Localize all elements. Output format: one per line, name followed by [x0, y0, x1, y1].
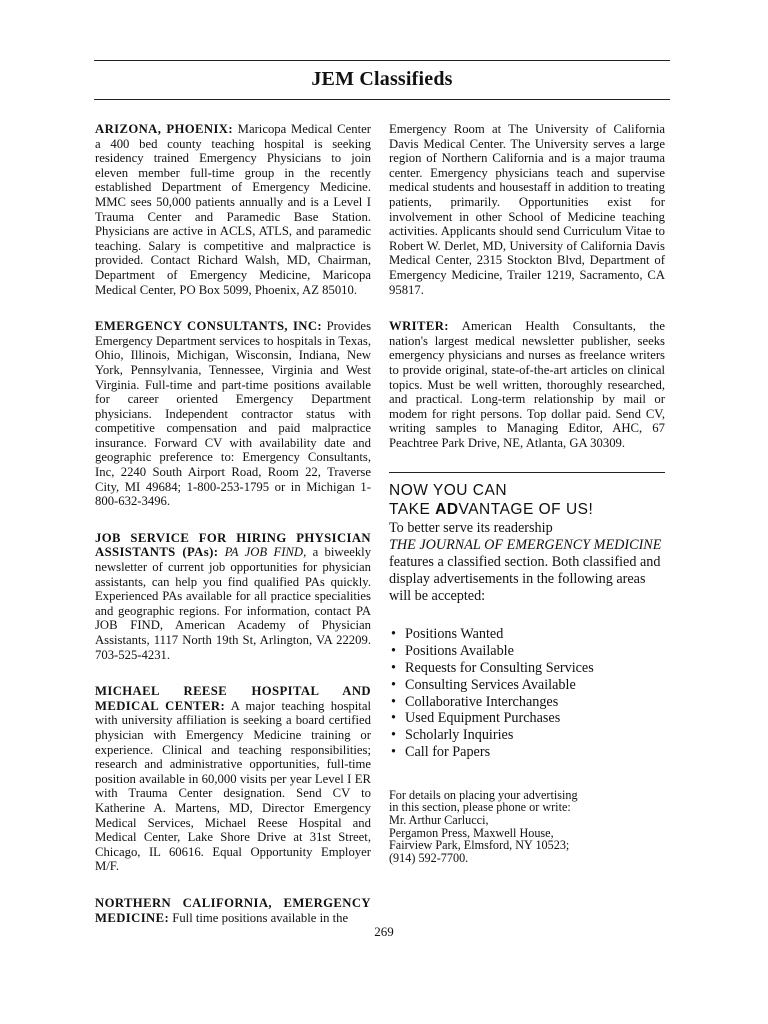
- entry-heading: ARIZONA, PHOENIX:: [95, 122, 233, 136]
- classified-entry-arizona: [95, 122, 371, 297]
- top-rule: [94, 60, 670, 61]
- ad-subheadline: TAKE ADVANTAGE OF US!: [389, 501, 594, 519]
- entry-body: A major teaching hospital with university affiliation is seeking a board certified physician with Emergency Medicine training or experience. Clinical and teaching responsibilities; research and administrative opportunities, full-time position available in 60,000 visits per year Level I ER with Trauma Center designation. Send CV to Katherine A. Martens, MD, Director Emergency Medical Services, Michael Reese Hospital and Medical Center, Lake Shore Drive at 31st Street, Chicago, IL 60616. Equal Opportunity Employer M/F.: [95, 698, 371, 874]
- list-item: • Requests for Consulting Services: [389, 660, 665, 677]
- entry-heading: WRITER:: [389, 319, 449, 334]
- ad-headline: NOW YOU CAN: [389, 482, 508, 500]
- entry-body: Maricopa Medical Center a 400 bed county teaching hospital is seeking residency trained Emergency Physicians to join eleven member full-time group in the recently established Department of Emergency Medicine. MMC sees 50,000 patients annually and is a Level I Trauma Center and Paramedic Base Station. Physicians are active in ACLS, ATLS, and paramedic teaching. Salary is competitive and malpractice is provided. Contact Richard Walsh, MD, Chairman, Department of Emergency Medicine, Maricopa Medical Center, PO Box 5099, Phoenix, AZ 85010.: [95, 122, 372, 297]
- list-item: • Positions Wanted: [389, 626, 665, 643]
- list-item: • Collaborative Interchanges: [389, 694, 665, 711]
- ad-category-list: [389, 626, 665, 760]
- classified-entry-writer: [389, 319, 665, 450]
- entry-italic: PA JOB FIND,: [224, 545, 307, 560]
- list-item: • Positions Available: [389, 643, 665, 660]
- entry-heading: MICHAEL REESE HOSPITAL AND MEDICAL CENTER:: [95, 684, 371, 713]
- list-item: • Consulting Services Available: [389, 677, 665, 694]
- page-title: JEM Classifieds: [311, 68, 453, 90]
- left-column: [95, 122, 371, 947]
- classified-entry-continuation: [389, 122, 665, 297]
- entry-body: a biweekly newsletter of current job opportunities for physician assistants, can help you find qualified PAs quickly. Experienced PAs available for all practice specialities and geographic regions. For information, contact PA JOB FIND, American Academy of Physician Assistants, 1117 North 19th St, Arlington, VA 22209. 703-525-4231.: [95, 545, 372, 662]
- entry-body: American Health Consultants, the nation's largest medical newsletter publisher, seeks emergency physicians and nurses as freelance writers to provide original, state-of-the-art articles on clinical topics. Must be well written, thoroughly researched, and practical. Long-term relationship by mail or modem for right persons. Top dollar paid. Send CV, writing samples to Managing Editor, AHC, 67 Peachtree Park Drive, NE, Atlanta, GA 30309.: [389, 319, 665, 450]
- classified-entry-emergency-consultants: [95, 319, 371, 509]
- journal-name: THE JOURNAL OF EMERGENCY MEDICINE: [389, 537, 662, 554]
- title-rule: [94, 99, 670, 100]
- list-item: • Used Equipment Purchases: [389, 710, 665, 727]
- classified-entry-northern-california: [95, 896, 371, 925]
- entry-body: Full time positions available in the: [172, 910, 349, 925]
- entry-heading: JOB SERVICE FOR HIRING PHYSICIAN ASSISTANTS (PAs):: [95, 530, 371, 560]
- entry-body: Emergency Room at The University of California Davis Medical Center. The University serves a large region of Northern California and is a major trauma center. Emergency physicians teach and supervise medical students and housestaff in addition to treating patients, primarily. Opportunities exist for involvement in other School of Medicine teaching activities. Applicants should send Curriculum Vitae to Robert W. Derlet, MD, University of California Davis Medical Center, 2315 Stockton Blvd, Department of Emergency Medicine, Trailer 1219, Sacramento, CA 95817.: [389, 122, 665, 297]
- advertisement-box: [389, 481, 665, 864]
- entry-body: Provides Emergency Department services to hospitals in Texas, Ohio, Illinois, Michigan, Wisconsin, Indiana, New York, Pennsylvania, Tennessee, Virginia and West Virginia. Full-time and part-time positions available for career oriented Emergency Department physicians. Independent contractor status with competitive compensation and paid malpractice insurance. Forward CV with availability date and geographic preference to: Emergency Consultants, Inc, 2240 South Airport Road, Room 22, Traverse City, MI 49684; 1-800-253-1795 or in Michigan 1-800-632-3496.: [95, 319, 371, 509]
- ad-contact-info: For details on placing your advertising in this section, please phone or write: Mr. Arthur Carlucci, Pergamon Press, Maxwell House, Fairview Park, Elmsford, NY 10523; (914) 592-7700.: [389, 787, 578, 865]
- entry-heading: NORTHERN CALIFORNIA, EMERGENCY MEDICINE:: [95, 895, 371, 925]
- right-column: [389, 122, 665, 864]
- classified-entry-pa-job-find: [95, 531, 371, 662]
- ad-rule: [389, 472, 665, 473]
- page-number: 269: [374, 924, 394, 939]
- entry-heading: EMERGENCY CONSULTANTS, INC:: [95, 319, 323, 334]
- list-item: • Scholarly Inquiries: [389, 727, 665, 744]
- ad-description: To better serve its readership THE JOURNAL OF EMERGENCY MEDICINE features a classified section. Both classified and display advertisements in the following areas will be accepted:: [389, 520, 662, 604]
- classified-entry-michael-reese: [95, 684, 371, 874]
- list-item: • Call for Papers: [389, 744, 665, 761]
